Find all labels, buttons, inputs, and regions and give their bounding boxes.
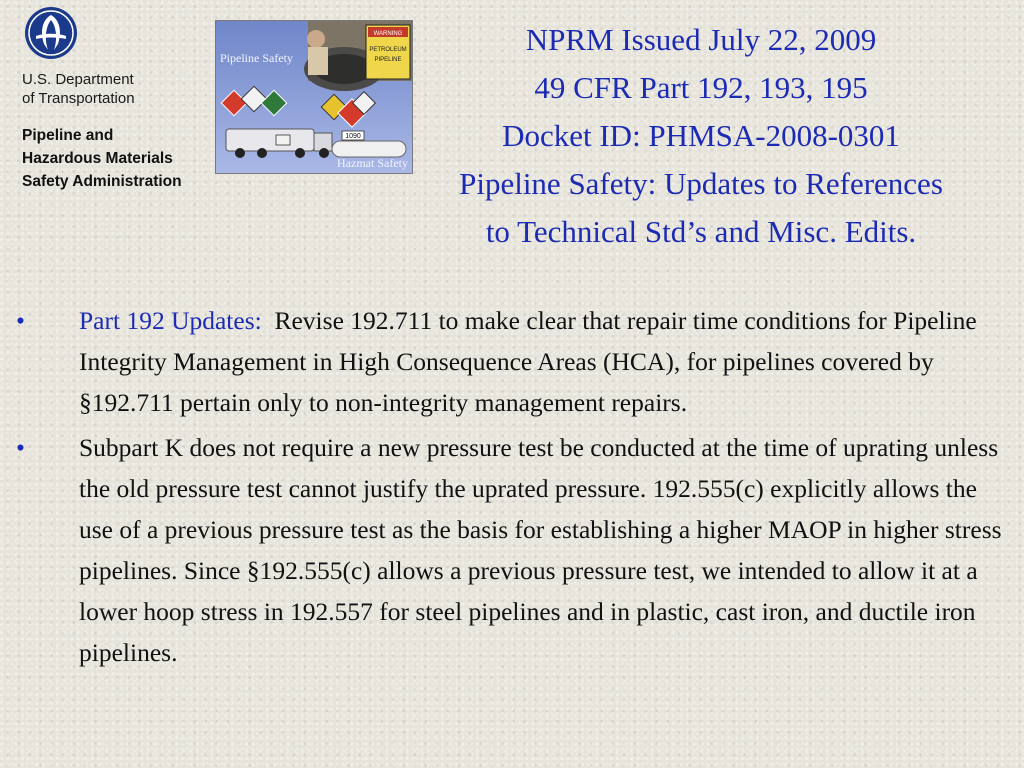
agency-name <box>22 124 222 193</box>
agency-line-2: Hazardous Materials <box>22 150 173 167</box>
pipeline-hazmat-banner-image <box>215 20 413 174</box>
bullet-item-part-192 <box>0 300 1024 423</box>
department-line-2: of Transportation <box>22 90 135 107</box>
title-line-3: Docket ID: PHMSA-2008-0301 <box>502 118 900 153</box>
banner-caption-pipeline: Pipeline Safety <box>220 51 293 65</box>
svg-text:WARNING: WARNING <box>373 31 403 37</box>
bullet-marker: • <box>16 306 25 335</box>
svg-text:PIPELINE: PIPELINE <box>374 57 402 63</box>
slide-title <box>386 16 1016 256</box>
banner-caption-hazmat: Hazmat Safety <box>337 156 408 170</box>
agency-line-3: Safety Administration <box>22 173 182 190</box>
bullet-text: Subpart K does not require a new pressure test be conducted at the time of uprating unless the old pressure test cannot justify the uprated pressure. 192.555(c) explicitly allows the use of a previous pressure test as the basis for establishing a higher MAOP in higher stress pipelines. Since §192.555(c) allows a previous pressure test, we intended to allow it at a lower hoop stress in 192.557 for steel pipelines and in plastic, cast iron, and ductile iron pipelines. <box>79 433 1002 667</box>
svg-text:PETROLEUM: PETROLEUM <box>369 47 407 53</box>
bullet-list <box>0 300 1024 677</box>
title-line-1: NPRM Issued July 22, 2009 <box>525 22 877 57</box>
department-line-1: U.S. Department <box>22 71 134 88</box>
department-name <box>22 70 222 108</box>
agency-line-1: Pipeline and <box>22 127 114 144</box>
title-line-2: 49 CFR Part 192, 193, 195 <box>534 70 868 105</box>
svg-text:1090: 1090 <box>345 133 361 140</box>
banner-illustration <box>216 21 412 173</box>
bullet-item-subpart-k <box>0 427 1024 673</box>
title-line-5: to Technical Std’s and Misc. Edits. <box>485 214 917 249</box>
bullet-lead-heading: Part 192 Updates: <box>79 306 262 335</box>
title-line-4: Pipeline Safety: Updates to References <box>459 166 943 201</box>
bullet-text: Revise 192.711 to make clear that repair time conditions for Pipeline Integrity Management in High Consequence Areas (HCA), for pipelines covered by §192.711 pertain only to non-integrity management repairs. <box>79 306 977 417</box>
bullet-marker: • <box>16 433 25 462</box>
dot-seal-icon <box>24 6 78 60</box>
dot-logo-block <box>14 4 214 194</box>
